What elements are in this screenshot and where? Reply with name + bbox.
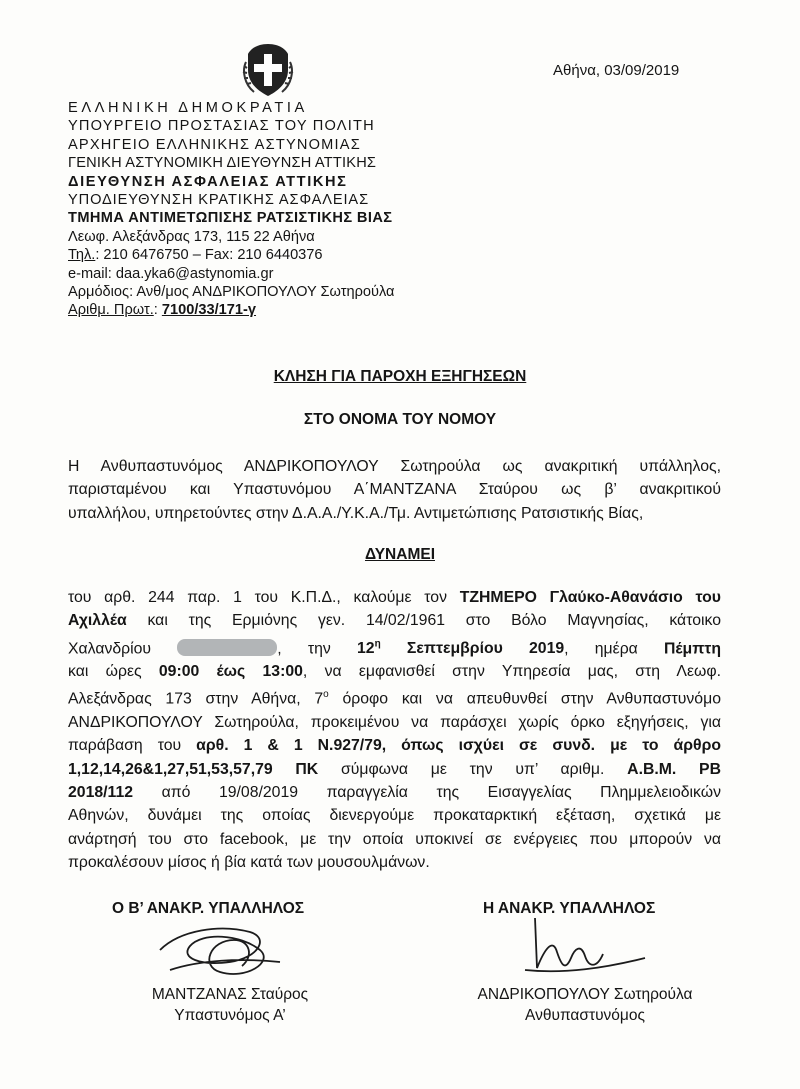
document-title: ΚΛΗΣΗ ΓΙΑ ΠΑΡΟΧΗ ΕΞΗΓΗΣΕΩΝ [273, 368, 527, 385]
protocol-label: Αριθμ. Πρωτ. [68, 302, 154, 319]
protocol-line [68, 301, 395, 319]
body-line: 2018/112 από 19/08/2019 παραγγελία της Εισαγγελίας Πλημμελειοδικών [68, 783, 721, 801]
dynamei-heading: ΔΥΝΑΜΕΙ [364, 546, 435, 563]
body-line: Αλεξάνδρας 173 στην Αθήνα, $7^o$ όροφο και να απευθυνθεί στην Ανθυπαστυνόμο [68, 689, 721, 708]
appointment-hours: 09:00 έως 13:00 [158, 663, 303, 681]
republic-line: ΕΛΛΗΝΙΚΗ ΔΗΜΟΚΡΑΤΙΑ [68, 100, 308, 116]
appointment-day: Πέμπτη [664, 639, 722, 657]
phone-line [68, 246, 395, 264]
body-line: του αρθ. 244 παρ. 1 του Κ.Π.Δ., καλούμε τον ΤΖΗΜΕΡΟ Γλαύκο-Αθανάσιο του [68, 589, 721, 606]
body-line: παράβαση του αρθ. 1 & 1 Ν.927/79, όπως ισχύει σε συνδ. με το άρθρο [68, 737, 722, 755]
left-signatory-name: ΜΑΝΤΖΑΝΑΣ Σταύρος [151, 986, 309, 1003]
intro-line: υπαλλήλου, υπηρετούντες στην Δ.Α.Α./Υ.Κ.Α./Τμ. Αντιμετώπισης Ρατσιστικής Βίας, [68, 504, 644, 522]
hq-line: ΑΡΧΗΓΕΙΟ ΕΛΛΗΝΙΚΗΣ ΑΣΤΥΝΟΜΙΑΣ [68, 136, 361, 153]
greek-coat-of-arms-emblem [240, 40, 296, 100]
right-signatory-name: ΑΝΔΡΙΚΟΠΟΥΛΟΥ Σωτηρούλα [477, 986, 693, 1003]
right-handwritten-signature [505, 908, 655, 988]
department-line: ΤΜΗΜΑ ΑΝΤΙΜΕΤΩΠΙΣΗΣ ΡΑΤΣΙΣΤΙΚΗΣ ΒΙΑΣ [68, 210, 393, 227]
ministry-line: ΥΠΟΥΡΓΕΙΟ ΠΡΟΣΤΑΣΙΑΣ ΤΟΥ ΠΟΛΙΤΗ [68, 118, 375, 135]
intro-line: παρισταμένου και Υπαστυνόμου Α΄ΜΑΝΤΖΑΝΑ Σταύρου ως β’ ανακριτικού [68, 481, 721, 499]
address-line: Λεωφ. Αλεξάνδρας 173, 115 22 Αθήνα [68, 228, 315, 245]
redacted-address [177, 639, 277, 656]
general-directorate-line: ΓΕΝΙΚΗ ΑΣΤΥΝΟΜΙΚΗ ΔΙΕΥΘΥΝΣΗ ΑΤΤΙΚΗΣ [68, 155, 377, 172]
phone-label: Τηλ. [68, 247, 96, 264]
document-subtitle: ΣΤΟ ΟΝΟΜΑ ΤΟΥ ΝΟΜΟΥ [303, 411, 497, 428]
officer-line: Αρμόδιος: Ανθ/μος ΑΝΔΡΙΚΟΠΟΥΛΟΥ Σωτηρούλα [68, 284, 395, 301]
body-line: ανάρτησή του στο facebook, με την οποία υποκινεί σε ενέργειες που μπορούν να [68, 830, 721, 848]
letterhead [68, 99, 395, 320]
document-date: Αθήνα, 03/09/2019 [553, 62, 680, 79]
left-signatory-title: Ο Β’ ΑΝΑΚΡ. ΥΠΑΛΛΗΛΟΣ [112, 900, 305, 917]
body-line: Αθηνών, δυνάμει της οποίας διενεργούμε προκαταρκτική εξέταση, σχετικά με [68, 807, 721, 825]
right-signatory-title: Η ΑΝΑΚΡ. ΥΠΑΛΛΗΛΟΣ [483, 900, 656, 917]
summoned-person: ΤΖΗΜΕΡΟ Γλαύκο-Αθανάσιο του [459, 589, 721, 606]
body-line: προκαλέσουν μίσος ή βία κατά των μουσουλμάνων. [68, 853, 430, 871]
body-line: και ώρες 09:00 έως 13:00, να εμφανισθεί στην Υπηρεσία μας, στη Λεωφ. [68, 663, 721, 681]
protocol-separator: : [153, 302, 162, 319]
body-line: ΑΝΔΡΙΚΟΠΟΥΛΟΥ Σωτηρούλα, προκειμένου να παράσχει χωρίς όρκο εξηγήσεις, για [68, 714, 721, 732]
phone-numbers: : 210 6476750 – Fax: 210 6440376 [95, 247, 323, 264]
body-line: 1,12,14,26&1,27,51,53,57,79 ΠΚ σύμφωνα με την υπ’ αριθμ. Α.Β.Μ. ΡΒ [68, 760, 721, 778]
legal-articles: αρθ. 1 & 1 Ν.927/79, όπως ισχύει σε συνδ. με το άρθρο [196, 737, 722, 755]
intro-paragraph [68, 455, 721, 525]
email-line: e-mail: daa.yka6@astynomia.gr [68, 265, 274, 282]
right-signatory-rank: Ανθυπαστυνόμος [525, 1007, 645, 1024]
intro-line: Η Ανθυπαστυνόμος ΑΝΔΡΙΚΟΠΟΥΛΟΥ Σωτηρούλα ως ανακριτική υπάλληλος, [68, 458, 721, 475]
protocol-number: 7100/33/171-γ [161, 302, 257, 319]
left-signatory-rank: Υπαστυνόμος Α’ [174, 1007, 286, 1024]
body-line: Χαλανδρίου , την $12^\eta$ Σεπτεμβρίου 2019, ημέρα Πέμπτη [68, 638, 722, 657]
appointment-date: $12^\eta$ Σεπτεμβρίου 2019 [357, 638, 565, 657]
body-paragraph [68, 586, 721, 874]
security-directorate-line: ΔΙΕΥΘΥΝΣΗ ΑΣΦΑΛΕΙΑΣ ΑΤΤΙΚΗΣ [68, 173, 348, 190]
sub-directorate-line: ΥΠΟΔΙΕΥΘΥΝΣΗ ΚΡΑΤΙΚΗΣ ΑΣΦΑΛΕΙΑΣ [68, 192, 369, 209]
body-line: Αχιλλέα και της Ερμιόνης γεν. 14/02/1961 στο Βόλο Μαγνησίας, κάτοικο [68, 612, 721, 630]
